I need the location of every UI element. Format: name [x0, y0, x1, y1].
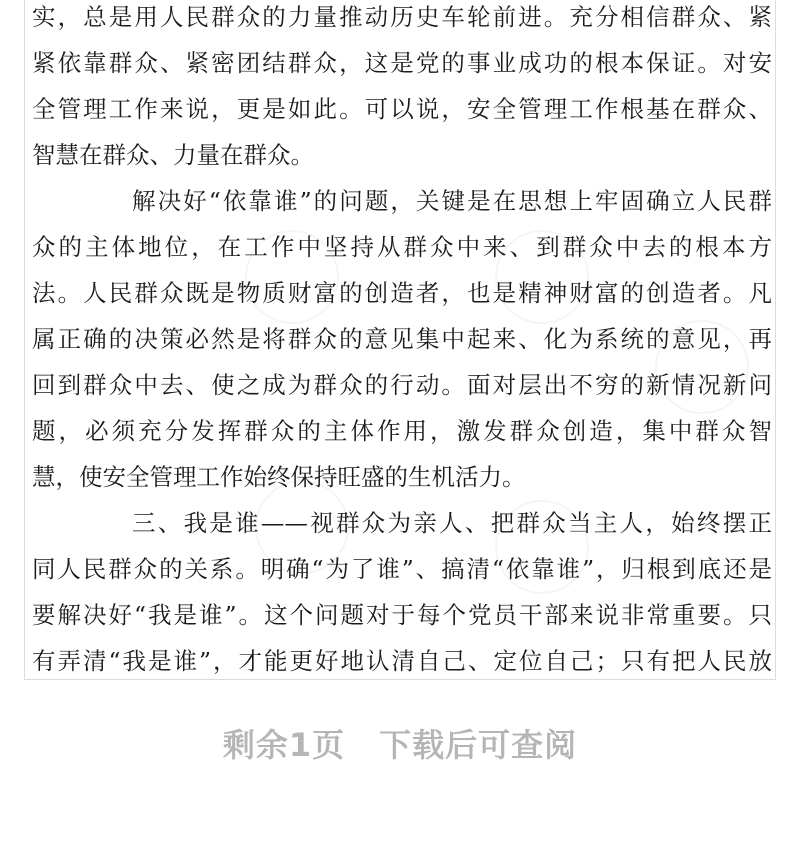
text-line: 紧依靠群众、紧密团结群众，这是党的事业成功的根本保证。对安	[32, 49, 772, 77]
paragraph-start-line: 三、我是谁——视群众为亲人、把群众当主人，始终摆正	[132, 509, 772, 537]
text-line: 实，总是用人民群众的力量推动历史车轮前进。充分相信群众、紧	[32, 3, 772, 31]
text-line: 属正确的决策必然是将群众的意见集中起来、化为系统的意见，再	[32, 325, 772, 353]
download-prompt[interactable]	[0, 720, 800, 766]
text-line: 全管理工作来说，更是如此。可以说，安全管理工作根基在群众、	[32, 95, 772, 123]
text-line: 回到群众中去、使之成为群众的行动。面对层出不穷的新情况新问	[32, 371, 772, 399]
remaining-pages-label: 剩余1页	[222, 726, 346, 764]
text-line: 有弄清“我是谁”，才能更好地认清自己、定位自己；只有把人民放	[32, 647, 772, 675]
document-page	[24, 0, 776, 680]
text-line: 要解决好“我是谁”。这个问题对于每个党员干部来说非常重要。只	[32, 601, 772, 629]
download-hint-label: 下载后可查阅	[379, 726, 578, 764]
paragraph-start-line: 解决好“依靠谁”的问题，关键是在思想上牢固确立人民群	[132, 187, 772, 215]
text-line: 智慧在群众、力量在群众。	[32, 141, 314, 169]
text-line: 法。人民群众既是物质财富的创造者，也是精神财富的创造者。凡	[32, 279, 772, 307]
text-line: 慧，使安全管理工作始终保持旺盛的生机活力。	[32, 463, 526, 491]
text-line: 同人民群众的关系。明确“为了谁”、搞清“依靠谁”，归根到底还是	[32, 555, 772, 583]
text-line: 题，必须充分发挥群众的主体作用，激发群众创造，集中群众智	[32, 417, 772, 445]
document-body	[32, 0, 772, 680]
text-line: 众的主体地位，在工作中坚持从群众中来、到群众中去的根本方	[32, 233, 772, 261]
